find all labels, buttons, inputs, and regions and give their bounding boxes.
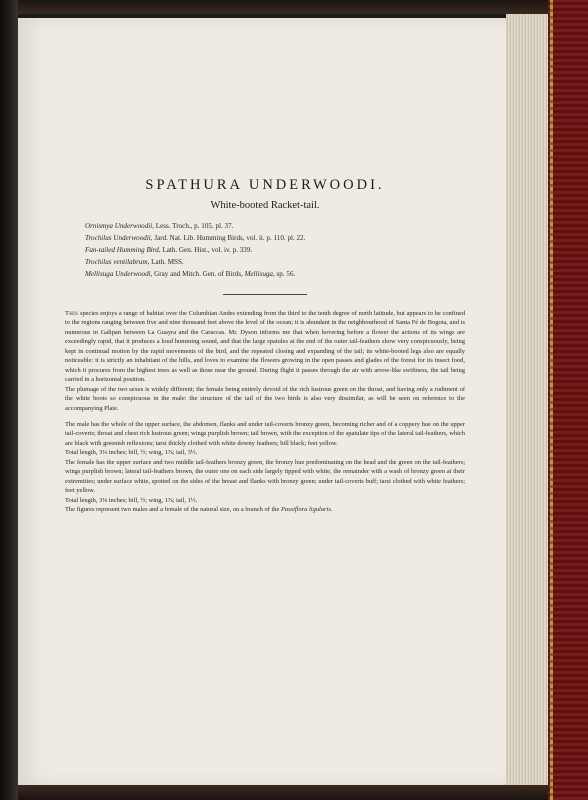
- synonym-line: [85, 245, 465, 257]
- species-title: SPATHURA UNDERWOODI.: [145, 177, 385, 193]
- synonym-line: [85, 257, 465, 269]
- synonym-ref: Gray and Mitch. Gen. of Birds,: [154, 269, 243, 278]
- synonymy-list: [65, 221, 465, 281]
- synonym-name: Mellisuga Underwoodi,: [85, 269, 153, 278]
- lead-word: This: [65, 309, 79, 317]
- plant-name: Passiflora ligularis.: [280, 506, 333, 514]
- paragraph-sexes: The plumage of the two sexes is widely different; the female being entirely devoid of the rich lustrous green on the throat, and having only a rudiment of the white boots so conspicuous in the male: the structure of the tail of the two birds is also very dissimilar, as will be seen on reference to the accompanying Plate.: [65, 385, 465, 412]
- female-measurements: Total length, 3⅛ inches; bill, ½; wing, 1⅞; tail, 1½.: [65, 496, 198, 504]
- synonym-name: Ornismya Underwoodii,: [85, 222, 154, 230]
- paragraph-male: The male has the whole of the upper surface, the abdomen, flanks and under tail-coverts bronzy green, becoming richer and of a coppery hue on the upper tail-coverts; throat and chest rich lustrous green; wings purplish brown; tail brown, with the exception of the spatulate tips of the lateral tail-feathers, which are black with greenish reflexions; tarsi thickly clothed with white downy feathers; bill black; feet yellow.: [65, 420, 465, 447]
- synonym-ref-tail: sp. 56.: [276, 269, 296, 278]
- male-measurements: Total length, 3¼ inches; bill, ½; wing, 1⅞; tail, 3½.: [65, 449, 198, 457]
- synonym-line: [85, 269, 465, 281]
- paragraph-female: The female has the upper surface and two middle tail-feathers bronzy green, the bronzy hue predominating on the head and the green on the tail-feathers; wings purplish brown; lateral tail-feathers brown, the outer one on each side largely tipped with white, the remainder with a wash of bronzy green at their extremities; under surface white, spotted on the sides of the breast and flanks with bronzy green; under tail-coverts buff; tarsi clothed with white feathers; feet yellow.: [65, 458, 465, 495]
- paragraph-habitat: [65, 309, 465, 385]
- section-divider: [223, 294, 307, 295]
- synonym-ref: Lath. Gen. Hist., vol. iv. p. 339.: [162, 245, 253, 254]
- paragraph-text: species enjoys a range of habitat over the Columbian Andes extending from the third to the tenth degree of north latitude, but appears to be confined to the regions ranging between five and nine thousand feet above the level of the ocean; it is abundant in the neighbourhood of Santa Fé de Bogota, and is numerous in Galipan between La Guayra and the Caraccas. Mr. Dyson informs me that when hovering before a flower the actions of its wings are exceedingly rapid, that it produces a loud humming sound, and that the large spatules at the end of the outer tail-feathers show very conspicuously, being kept in continual motion by the rapid movements of the bird, and the repeated closing and expanding of the tail; its white-booted legs also are equally noticeable: it is strictly an inhabitant of the hills, and loves to examine the flowers growing in the open passes and glades of the forest for its insect food, which it procures from the highest trees as well as those near the ground. During flight it passes through the air with arrow-like swiftness, the tail being carried in a horizontal position.: [65, 309, 465, 384]
- synonym-ref: Lath. MSS.: [151, 257, 184, 266]
- habitat-section: [65, 309, 465, 414]
- gilt-edge: [550, 0, 553, 800]
- binding-gutter: [0, 0, 18, 800]
- synonym-ref: Jard. Nat. Lib. Humming Birds, vol. ii. p. 110. pl. 22.: [154, 233, 306, 242]
- synonym-name: Trochilus Underwoodii,: [85, 233, 153, 242]
- synonym-ref: Less. Troch., p. 105. pl. 37.: [155, 222, 234, 230]
- bottom-board: [18, 785, 548, 800]
- top-board: [18, 0, 548, 14]
- page-content: [65, 165, 465, 515]
- common-name: White-booted Racket-tail.: [210, 200, 320, 211]
- description-section: [65, 420, 465, 515]
- synonym-line: [85, 233, 465, 245]
- synonym-line: [85, 221, 465, 233]
- page-edges: [506, 14, 552, 789]
- cover-texture: [548, 0, 588, 800]
- synonym-name: Trochilus ventilabrum,: [85, 257, 150, 266]
- synonym-ref-italic: Mellisuga,: [244, 269, 275, 278]
- synonym-name: Fan-tailed Humming Bird,: [85, 245, 161, 254]
- cover-board: [548, 0, 588, 800]
- paragraph-text: The figures represent two males and a female of the natural size, on a branch of the: [65, 506, 280, 514]
- paragraph-figures: [65, 505, 465, 515]
